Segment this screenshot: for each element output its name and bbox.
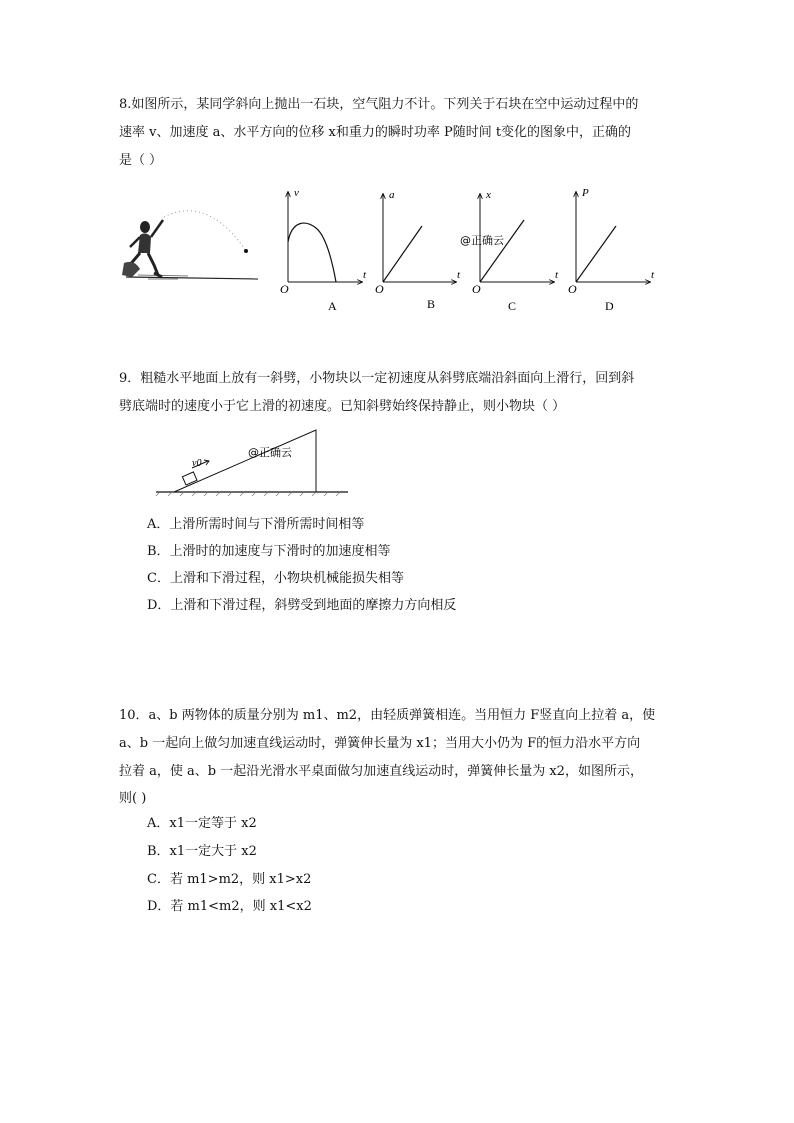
incline-figure (152, 428, 352, 498)
graph-c-origin: O (472, 282, 481, 296)
q9-option-b: B．上滑时的加速度与下滑时的加速度相等 (147, 544, 391, 559)
graph-a (288, 192, 362, 282)
q9-option-c: C．上滑和下滑过程，小物块机械能损失相等 (147, 571, 404, 586)
q9-option-a: A．上滑所需时间与下滑所需时间相等 (147, 517, 365, 532)
q10-line-1: 10．a、b 两物体的质量分别为 m1、m2，由轻质弹簧相连。当用恒力 F竖直向上拉着 a，使 (119, 708, 656, 723)
q10-line-3: 拉着 a，使 a、b 一起沿光滑水平桌面做匀加速直线运动时，弹簧伸长量为 x2，如图所示， (119, 764, 643, 779)
graph-b (383, 194, 456, 282)
graph-a-origin: O (280, 282, 289, 296)
q10-line-4: 则( ) (119, 791, 147, 806)
graph-b-x-label: t (457, 269, 461, 281)
q9-option-d: D．上滑和下滑过程，斜劈受到地面的摩擦力方向相反 (147, 598, 457, 613)
graph-d-origin: O (568, 282, 577, 296)
thrower-illustration (118, 195, 268, 290)
v0-label: v0 (192, 458, 202, 469)
graph-d-x-label: t (651, 269, 655, 281)
q10-option-a: A．x1一定等于 x2 (147, 816, 257, 831)
graph-a-y-label: v (294, 187, 299, 199)
graph-d-y-label: P (582, 187, 589, 199)
graph-a-label: A (328, 299, 337, 312)
q8-line-1: 8.如图所示，某同学斜向上抛出一石块，空气阻力不计。下列关于石块在空中运动过程中的 (119, 97, 639, 112)
graph-c-label: C (508, 299, 517, 312)
graph-d (576, 192, 650, 282)
q9-watermark: @正确云 (248, 446, 292, 459)
q8-watermark: @正确云 (460, 234, 504, 247)
q10-option-d: D．若 m1<m2，则 x1<x2 (147, 899, 312, 914)
q8-line-2: 速率 v、加速度 a、水平方向的位移 x和重力的瞬时功率 P随时间 t变化的图象中，正确的 (119, 125, 632, 140)
graph-a-x-label: t (363, 269, 367, 281)
graph-b-label: B (427, 297, 436, 311)
graph-b-y-label: a (389, 189, 395, 201)
graph-d-label: D (605, 299, 614, 312)
q9-line-2: 劈底端时的速度小于它上滑的初速度。已知斜劈始终保持静止，则小物块（ ） (119, 399, 566, 414)
graph-b-origin: O (375, 282, 384, 296)
q9-line-1: 9．粗糙水平地面上放有一斜劈，小物块以一定初速度从斜劈底端沿斜面向上滑行，回到斜 (119, 371, 635, 386)
q8-graphs (270, 182, 670, 312)
q10-option-b: B．x1一定大于 x2 (147, 844, 257, 859)
q8-line-3: 是（ ） (119, 153, 163, 168)
graph-c-y-label: x (486, 189, 491, 201)
q10-option-c: C．若 m1>m2，则 x1>x2 (147, 872, 312, 887)
graph-c-x-label: t (555, 269, 559, 281)
q10-line-2: a、b 一起向上做匀加速直线运动时，弹簧伸长量为 x1；当用大小仍为 F的恒力沿水平方向 (119, 736, 641, 751)
